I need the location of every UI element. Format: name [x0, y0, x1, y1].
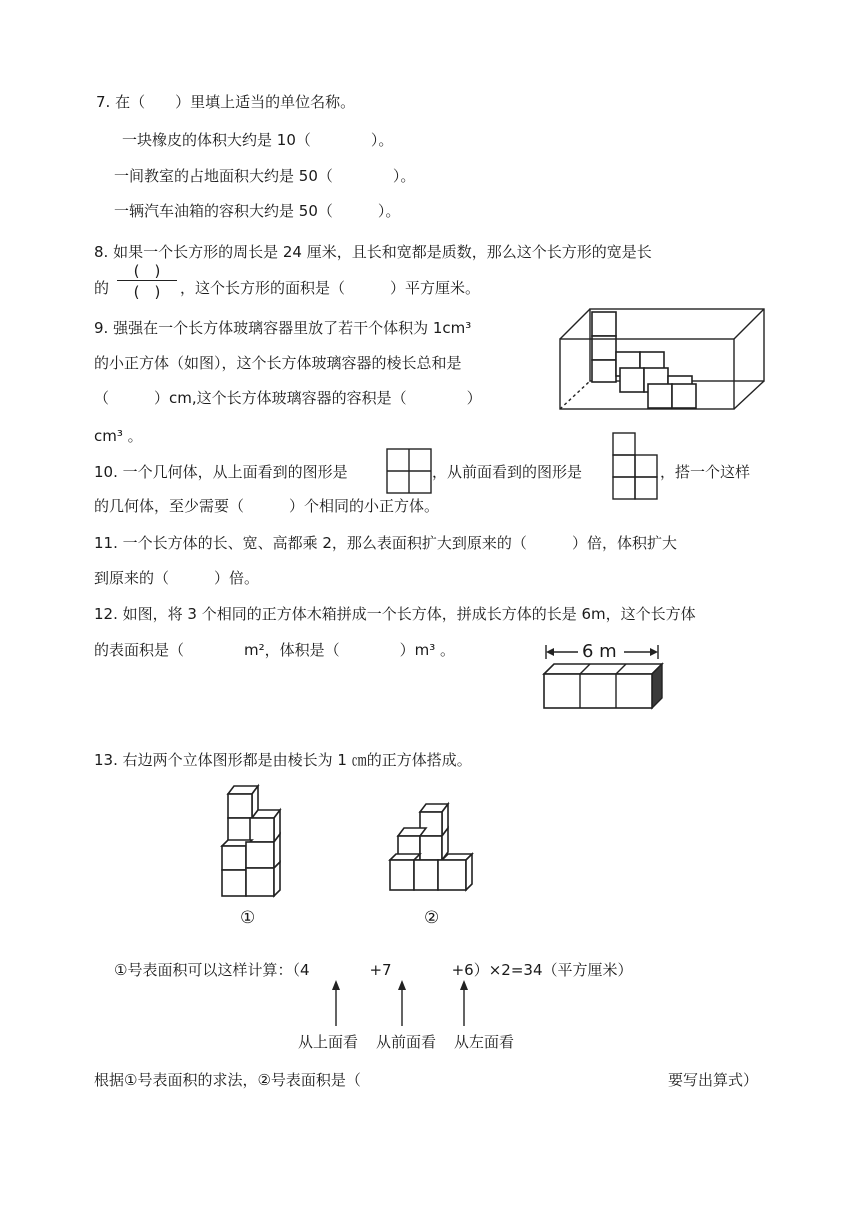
view-top-label: 从上面看 — [298, 1033, 359, 1051]
q10-part2: ，从前面看到的图形是 — [432, 463, 583, 481]
cube-figure-1 — [214, 782, 284, 900]
q8-suffix: ，这个长方形的面积是（ ）平方厘米。 — [180, 279, 481, 297]
q10-part1: 10. 一个几何体，从上面看到的图形是 — [94, 463, 348, 481]
q8-denominator: ( ) — [133, 283, 161, 301]
view-arrows — [320, 978, 480, 1028]
q7-line-fueltank: 一辆汽车油箱的容积大约是 50（ ）。 — [114, 202, 401, 220]
front-view-grid — [612, 432, 658, 500]
top-view-grid — [386, 448, 432, 494]
q7-line-eraser: 一块橡皮的体积大约是 10（ ）。 — [122, 131, 394, 149]
q8-fraction-blank[interactable] — [117, 262, 177, 303]
q10-part3: ，搭一个这样 — [660, 463, 751, 481]
q11-line1: 11. 一个长方体的长、宽、高都乘 2，那么表面积扩大到原来的（ ）倍，体积扩大 — [94, 534, 677, 552]
q7-line-classroom: 一间教室的占地面积大约是 50（ ）。 — [114, 167, 416, 185]
q9-line2: 的小正方体（如图），这个长方体玻璃容器的棱长总和是 — [94, 354, 462, 372]
q9-line1: 9. 强强在一个长方体玻璃容器里放了若干个体积为 1cm³ — [94, 319, 472, 337]
view-front-label: 从前面看 — [376, 1033, 437, 1051]
q8-numerator: ( ) — [133, 262, 161, 280]
stacked-cubes — [592, 312, 696, 408]
fig1-label: ① — [240, 908, 256, 928]
q9-line3: （ ）cm,这个长方体玻璃容器的容积是（ ） — [94, 389, 482, 407]
cube-figure-2 — [384, 800, 480, 896]
q13-answer-right: 要写出算式） — [668, 1071, 759, 1089]
q13-answer-left: 根据①号表面积的求法，②号表面积是（ — [94, 1071, 361, 1089]
q13-stem: 13. 右边两个立体图形都是由棱长为 1 ㎝的正方体搭成。 — [94, 751, 472, 769]
glass-container-figure — [556, 306, 768, 412]
view-left-label: 从左面看 — [454, 1033, 515, 1051]
q8-line1: 8. 如果一个长方形的周长是 24 厘米，且长和宽都是质数，那么这个长方形的宽是长 — [94, 243, 652, 261]
q11-line2: 到原来的（ ）倍。 — [94, 569, 260, 587]
q13-calc: ①号表面积可以这样计算：（4 +7 +6）×2=34（平方厘米） — [114, 961, 633, 979]
dimension-label: 6 m — [582, 641, 617, 662]
q12-line1: 12. 如图，将 3 个相同的正方体木箱拼成一个长方体，拼成长方体的长是 6m，这个长方体 — [94, 605, 696, 623]
q10-line2: 的几何体，至少需要（ ）个相同的小正方体。 — [94, 497, 440, 515]
q9-line4: cm³ 。 — [94, 427, 143, 445]
q7-stem: 7. 在（ ）里填上适当的单位名称。 — [96, 93, 356, 111]
q8-prefix: 的 — [94, 279, 110, 297]
q12-line2: 的表面积是（ m²，体积是（ ）m³ 。 — [94, 641, 456, 659]
fig2-label: ② — [424, 908, 440, 928]
